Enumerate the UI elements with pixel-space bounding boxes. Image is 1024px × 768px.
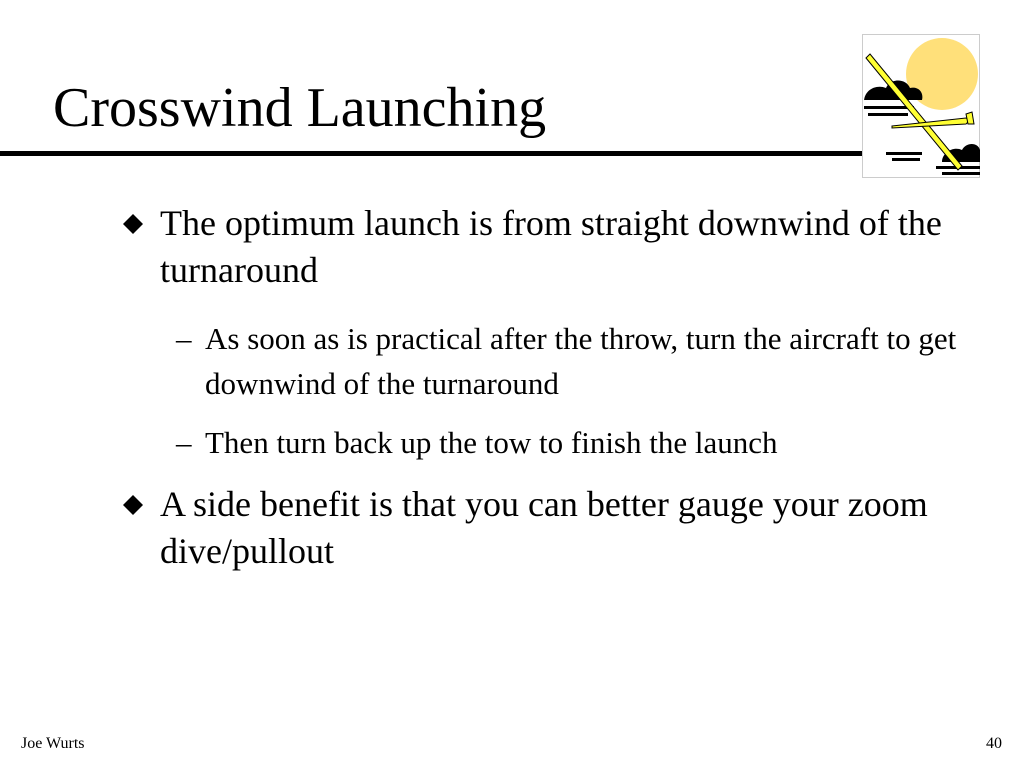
footer-author: Joe Wurts [21,735,85,752]
page-number: 40 [986,735,1002,752]
subbullet-text: Then turn back up the tow to finish the launch [205,425,778,460]
bullet-text: A side benefit is that you can better gauge your zoom dive/pullout [160,484,928,571]
glider-sun-clouds-icon [862,34,980,178]
subbullet-dash: – [176,321,192,356]
diamond-bullet-icon [123,495,143,515]
title-underline [0,151,862,156]
diamond-bullet-icon [123,214,143,234]
subbullet-dash: – [176,425,192,460]
bullet-text: The optimum launch is from straight downwind of the turnaround [160,203,942,290]
subbullet-text: As soon as is practical after the throw, turn the aircraft to get downwind of the turnaround [205,321,957,401]
slide-title: Crosswind Launching [53,77,547,139]
